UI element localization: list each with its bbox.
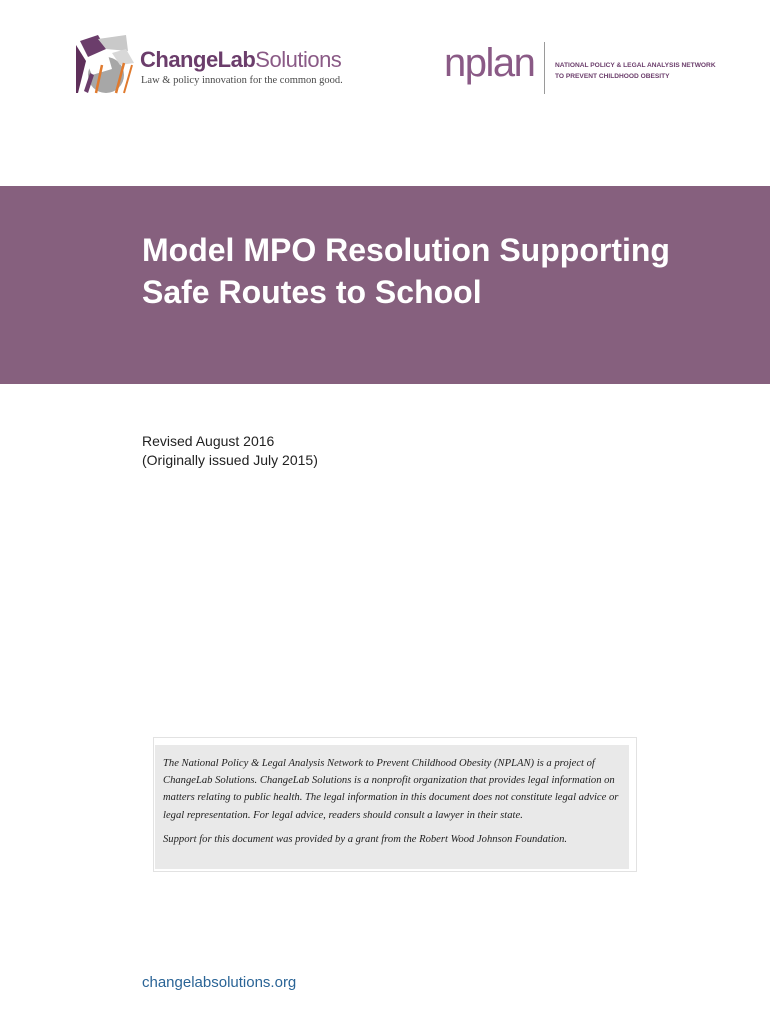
nplan-full-name — [555, 60, 716, 82]
nplan-wordmark: nplan — [444, 41, 535, 85]
changelab-solutions-logo — [76, 35, 366, 95]
website-link[interactable]: changelabsolutions.org — [142, 974, 297, 991]
disclaimer-box — [155, 745, 629, 869]
changelab-mark-icon — [76, 35, 134, 94]
disclaimer-paragraph-funding: Support for this document was provided by a grant from the Robert Wood Johnson Foundation. — [163, 833, 568, 845]
nplan-full-name-line2: TO PREVENT CHILDHOOD OBESITY — [555, 73, 670, 80]
revision-dates — [142, 432, 318, 470]
title-band — [0, 186, 770, 384]
nplan-full-name-line1: NATIONAL POLICY & LEGAL ANALYSIS NETWORK — [555, 62, 716, 69]
revised-date: Revised August 2016 — [142, 433, 275, 449]
changelab-wordmark: ChangeLabSolutions — [140, 47, 342, 72]
original-issue-date: (Originally issued July 2015) — [142, 452, 318, 468]
nplan-logo — [444, 40, 734, 96]
disclaimer-frame — [153, 737, 637, 872]
disclaimer-paragraph-nplan: The National Policy & Legal Analysis Network to Prevent Childhood Obesity (NPLAN) is a project of ChangeLab Solutions. ChangeLab Solutions is a nonprofit organization that provides legal information on matters relating to public health. The legal information in this document does not constitute legal advice or legal representation. For legal advice, readers should consult a lawyer in their state. — [163, 758, 619, 821]
changelab-tagline: Law & policy innovation for the common good. — [141, 75, 343, 86]
document-title-line1: Model MPO Resolution Supporting — [142, 232, 670, 268]
document-title-line2: Safe Routes to School — [142, 274, 482, 310]
nplan-divider — [544, 42, 545, 94]
